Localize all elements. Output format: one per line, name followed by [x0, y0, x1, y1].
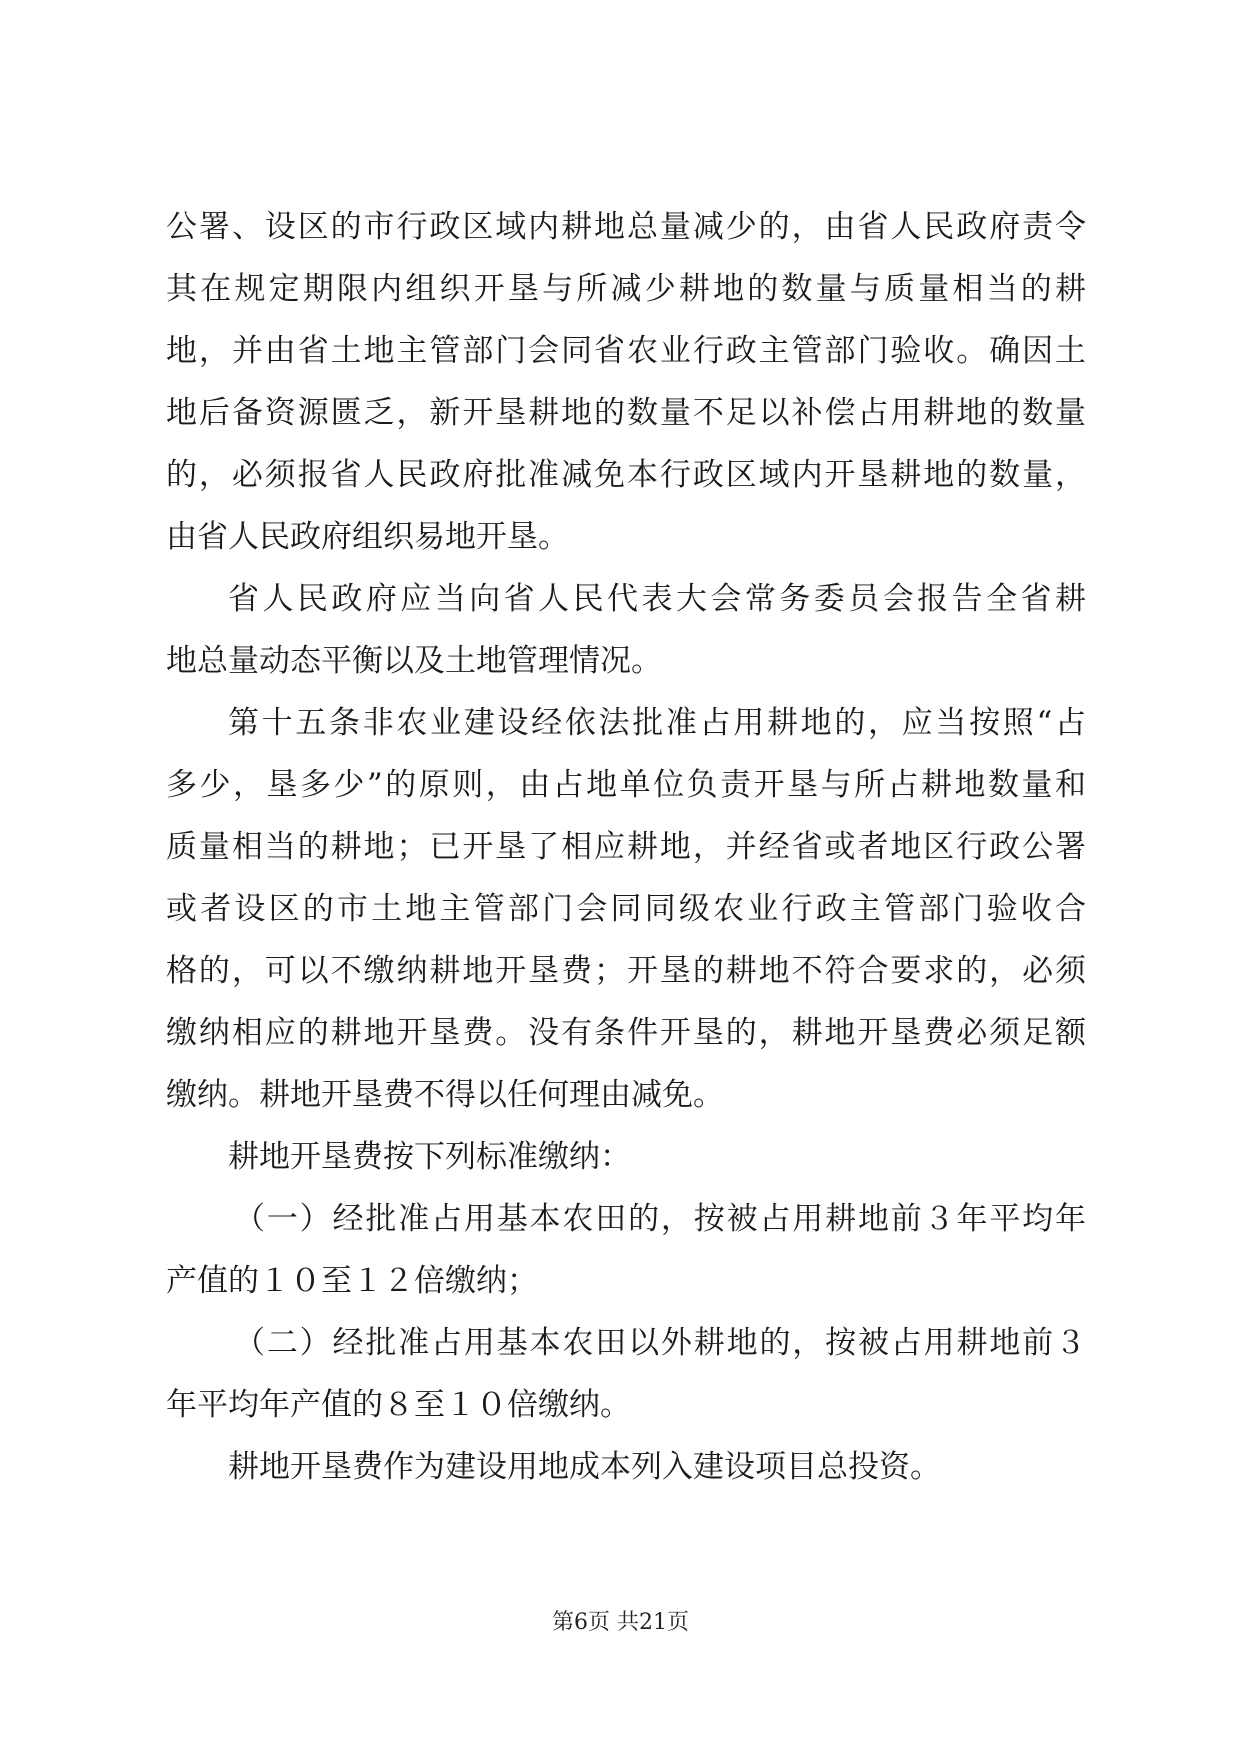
body-line-19: （二）经批准占用基本农田以外耕地的，按被占用耕地前３: [234, 1325, 1086, 1361]
body-line-3: 地，并由省土地主管部门会同省农业行政主管部门验收。确因土: [166, 333, 1086, 369]
body-line-5: 的，必须报省人民政府批准减免本行政区域内开垦耕地的数量，: [166, 457, 1086, 493]
body-line-2: 其在规定期限内组织开垦与所减少耕地的数量与质量相当的耕: [166, 271, 1086, 307]
body-line-11: 质量相当的耕地；已开垦了相应耕地，并经省或者地区行政公署: [166, 829, 1086, 865]
body-line-13: 格的，可以不缴纳耕地开垦费；开垦的耕地不符合要求的，必须: [166, 953, 1086, 989]
body-line-7: 省人民政府应当向省人民代表大会常务委员会报告全省耕: [228, 581, 1086, 617]
body-line-16: 耕地开垦费按下列标准缴纳：: [228, 1139, 631, 1175]
body-line-6: 由省人民政府组织易地开垦。: [166, 519, 569, 555]
body-line-17: （一）经批准占用基本农田的，按被占用耕地前３年平均年: [234, 1201, 1086, 1237]
body-line-9: 第十五条非农业建设经依法批准占用耕地的，应当按照“占: [228, 705, 1086, 741]
body-line-18: 产值的１０至１２倍缴纳；: [166, 1263, 538, 1299]
body-line-20: 年平均年产值的８至１０倍缴纳。: [166, 1387, 631, 1423]
body-line-10: 多少，垦多少”的原则，由占地单位负责开垦与所占耕地数量和: [166, 767, 1086, 803]
body-line-15: 缴纳。耕地开垦费不得以任何理由减免。: [166, 1077, 724, 1113]
body-line-21: 耕地开垦费作为建设用地成本列入建设项目总投资。: [228, 1449, 941, 1485]
body-line-12: 或者设区的市土地主管部门会同同级农业行政主管部门验收合: [166, 891, 1086, 927]
body-line-1: 公署、设区的市行政区域内耕地总量减少的，由省人民政府责令: [166, 209, 1086, 245]
body-line-4: 地后备资源匮乏，新开垦耕地的数量不足以补偿占用耕地的数量: [166, 395, 1086, 431]
body-line-14: 缴纳相应的耕地开垦费。没有条件开垦的，耕地开垦费必须足额: [166, 1015, 1086, 1051]
body-line-8: 地总量动态平衡以及土地管理情况。: [166, 643, 662, 679]
page-number-footer: 第6页 共21页: [552, 1610, 689, 1635]
